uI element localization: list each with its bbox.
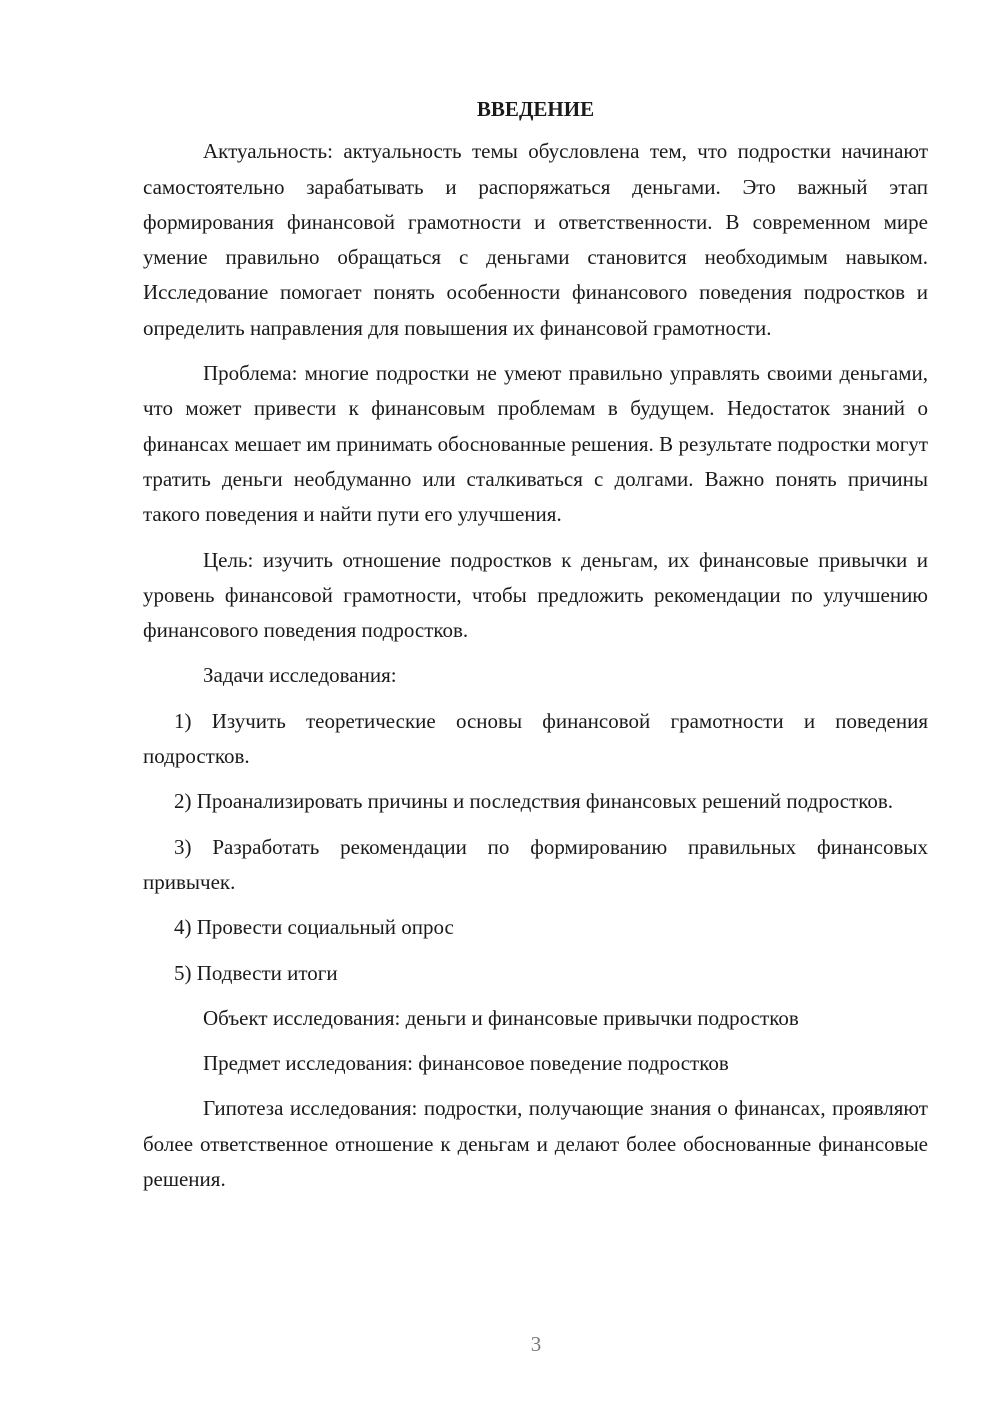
tasks-title: Задачи исследования: [203, 663, 397, 688]
task-item-3: 3) Разработать рекомендации по формированию правильных финансовых привычек. [143, 834, 928, 894]
research-object: Объект исследования: деньги и финансовые привычки подростков [203, 1005, 799, 1030]
problem-paragraph: Проблема: многие подростки не умеют правильно управлять своими деньгами, что может привести к финансовым проблемам в будущем. Недостаток знаний о финансах мешает им принимать обоснованные решения. В результате подростки могут тратить деньги необдуманно или сталкиваться с долгами. Важно понять причины такого поведения и найти пути его улучшения. [143, 361, 928, 527]
task-item-4: 4) Провести социальный опрос [174, 915, 454, 940]
task-item-2: 2) Проанализировать причины и последствия финансовых решений подростков. [174, 789, 894, 814]
goal-paragraph: Цель: изучить отношение подростков к деньгам, их финансовые привычки и уровень финансовой грамотности, чтобы предложить рекомендации по улучшению финансового поведения подростков. [143, 547, 928, 643]
task-item-1: 1) Изучить теоретические основы финансовой грамотности и поведения подростков. [143, 708, 928, 769]
research-subject: Предмет исследования: финансовое поведение подростков [203, 1051, 729, 1076]
document-page [143, 92, 928, 1207]
task-item-5: 5) Подвести итоги [174, 960, 338, 985]
relevance-paragraph: Актуальность: актуальность темы обусловлена тем, что подростки начинают самостоятельно зарабатывать и распоряжаться деньгами. Это важный этап формирования финансовой грамотности и ответственности. В современном мире умение правильно обращаться с деньгами становится необходимым навыком. Исследование помогает понять особенности финансового поведения подростков и определить направления для повышения их финансовой грамотности. [143, 139, 928, 340]
hypothesis-paragraph: Гипотеза исследования: подростки, получающие знания о финансах, проявляют более ответственное отношение к деньгам и делают более обоснованные финансовые решения. [143, 1096, 928, 1192]
page-number: 3 [530, 1332, 542, 1356]
page-title: ВВЕДЕНИЕ [476, 97, 595, 121]
